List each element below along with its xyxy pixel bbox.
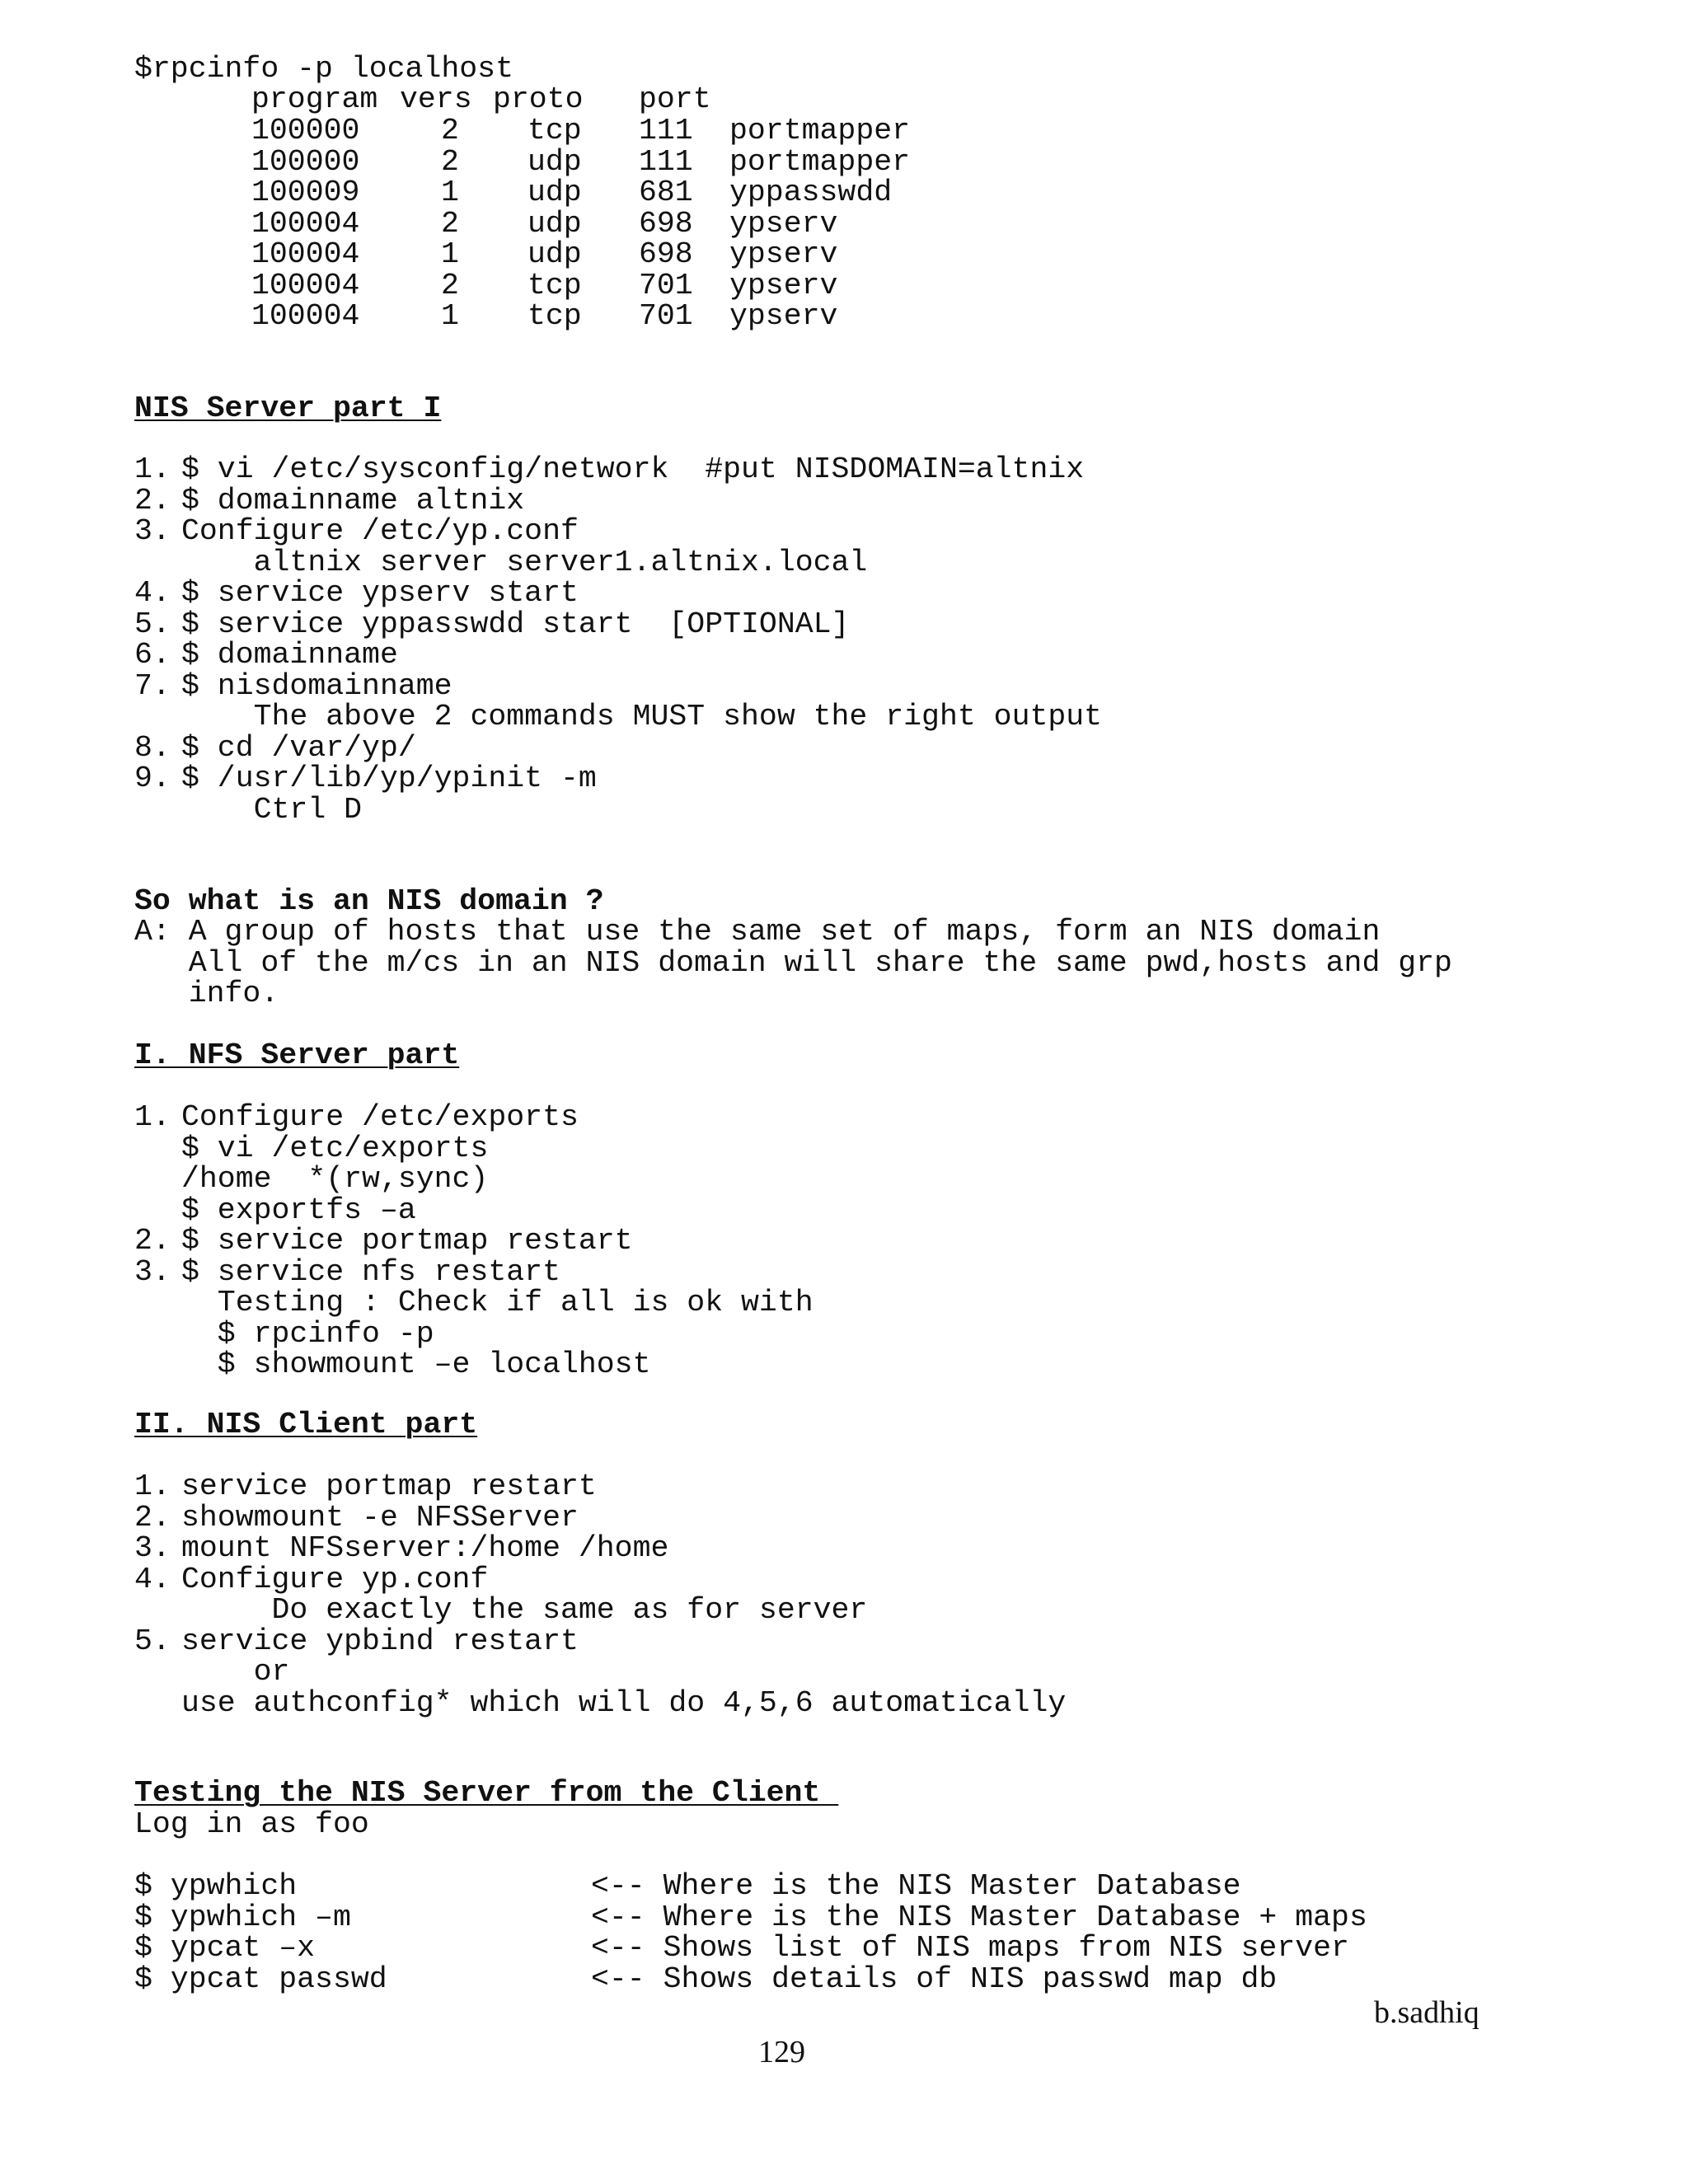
- step-text: $ showmount –e localhost: [181, 1347, 651, 1381]
- rpc-cell: tcp: [528, 114, 582, 148]
- list-item: [0, 1626, 1688, 1657]
- step-text: altnix server server1.altnix.local: [181, 545, 868, 579]
- step-number: 4.: [134, 576, 171, 610]
- list-item: [0, 1164, 1688, 1195]
- rpc-cell: 1: [441, 299, 459, 333]
- step-text: $ service ypserv start: [181, 576, 579, 610]
- list-item: [0, 701, 1688, 733]
- step-text: $ domainname altnix: [181, 483, 525, 518]
- nis-server-heading: NIS Server part I: [134, 391, 442, 425]
- answer-line: All of the m/cs in an NIS domain will share the same pwd,hosts and grp: [134, 945, 1452, 980]
- page-number: 129: [758, 2035, 805, 2069]
- list-item: [0, 609, 1688, 640]
- rpc-cell: yppasswdd: [729, 176, 893, 209]
- command-description: <-- Shows list of NIS maps from NIS server: [591, 1931, 1349, 1965]
- list-item: [0, 1316, 1688, 1351]
- list-item: [0, 1657, 1688, 1688]
- step-text: Ctrl D: [181, 792, 363, 827]
- step-text: $ rpcinfo -p: [181, 1316, 434, 1351]
- command-description: <-- Where is the NIS Master Database: [591, 1869, 1241, 1903]
- command-text: $ ypcat passwd: [134, 1961, 387, 1996]
- command-row: [0, 1871, 1688, 1902]
- list-item: [0, 485, 1688, 517]
- list-item: [0, 668, 1688, 703]
- rpc-cell: udp: [528, 176, 582, 209]
- step-number: 3.: [134, 1531, 171, 1565]
- step-text: $ service yppasswdd start [OPTIONAL]: [181, 607, 850, 641]
- list-item: [0, 794, 1688, 826]
- step-text: mount NFSserver:/home /home: [181, 1531, 669, 1565]
- command-description: <-- Shows details of NIS passwd map db: [591, 1961, 1278, 1996]
- rpc-cell: tcp: [528, 268, 582, 302]
- rpc-cell: portmapper: [729, 144, 911, 179]
- step-number: 8.: [134, 730, 171, 765]
- step-text: $ /usr/lib/yp/ypinit -m: [181, 762, 597, 795]
- rpc-cell: udp: [528, 144, 582, 179]
- rpc-cell: 100004: [251, 237, 360, 271]
- step-number: 6.: [134, 638, 171, 672]
- rpc-cell: 2: [441, 114, 459, 148]
- step-number: 5.: [134, 1624, 171, 1658]
- step-number: 9.: [134, 762, 171, 795]
- rpc-cell: tcp: [528, 299, 582, 333]
- step-text: $ vi /etc/sysconfig/network #put NISDOMAIN=altnix: [181, 452, 1085, 486]
- list-item: [0, 1102, 1688, 1133]
- step-text: Testing : Check if all is ok with: [181, 1286, 814, 1319]
- command-text: $ ypwhich: [134, 1869, 298, 1903]
- rpc-header-vers: vers: [400, 82, 472, 116]
- rpc-cell: 100004: [251, 299, 360, 333]
- author-signature: b.sadhiq: [1374, 1995, 1479, 2030]
- rpc-cell: 2: [441, 144, 459, 179]
- step-text: Do exactly the same as for server: [181, 1593, 868, 1627]
- step-text: $ vi /etc/exports: [181, 1131, 489, 1165]
- list-item: [0, 1254, 1688, 1289]
- rpc-cell: portmapper: [729, 114, 911, 148]
- step-text: $ nisdomainname: [181, 668, 452, 703]
- step-number: 3.: [134, 514, 171, 548]
- rpc-cell: 1: [441, 176, 459, 209]
- rpc-cell: 100000: [251, 144, 360, 179]
- step-number: 3.: [134, 1254, 171, 1289]
- rpc-cell: ypserv: [729, 237, 838, 271]
- rpc-header-port: port: [639, 82, 711, 116]
- command-row: [0, 1961, 1688, 1996]
- rpc-cell: 100004: [251, 206, 360, 241]
- list-item: [0, 1564, 1688, 1596]
- list-item: [0, 763, 1688, 794]
- list-item: [0, 1349, 1688, 1380]
- command-text: $ ypwhich –m: [134, 1900, 351, 1934]
- rpc-cell: 1: [441, 237, 459, 271]
- rpc-cell: udp: [528, 237, 582, 271]
- rpc-command: $rpcinfo -p localhost: [134, 52, 513, 86]
- rpc-cell: 2: [441, 268, 459, 302]
- step-text: The above 2 commands MUST show the right output: [181, 700, 1103, 733]
- step-text: $ cd /var/yp/: [181, 730, 416, 765]
- rpc-cell: 698: [639, 206, 693, 241]
- step-text: service portmap restart: [181, 1469, 597, 1503]
- rpc-cell: 111: [639, 114, 693, 148]
- step-text: or: [181, 1655, 290, 1689]
- step-text: use authconfig* which will do 4,5,6 automatically: [181, 1685, 1067, 1720]
- rpc-cell: udp: [528, 206, 582, 241]
- step-text: /home *(rw,sync): [181, 1162, 489, 1196]
- step-text: $ exportfs –a: [181, 1193, 416, 1227]
- command-description: <-- Where is the NIS Master Database + maps: [591, 1900, 1367, 1934]
- nis-domain-question: So what is an NIS domain ?: [134, 884, 604, 918]
- list-item: [0, 730, 1688, 765]
- step-number: 2.: [134, 1500, 171, 1535]
- testing-heading: Testing the NIS Server from the Client: [134, 1776, 839, 1810]
- answer-line: info.: [134, 977, 279, 1010]
- step-text: service ypbind restart: [181, 1624, 579, 1658]
- step-number: 1.: [134, 1100, 171, 1134]
- rpc-cell: 698: [639, 237, 693, 271]
- list-item: [0, 1502, 1688, 1534]
- step-text: $ service nfs restart: [181, 1254, 560, 1289]
- nis-client-heading: II. NIS Client part: [134, 1408, 478, 1441]
- nfs-server-heading: I. NFS Server part: [134, 1038, 460, 1072]
- rpc-cell: ypserv: [729, 268, 838, 302]
- step-number: 4.: [134, 1562, 171, 1596]
- rpc-cell: ypserv: [729, 299, 838, 333]
- step-number: 2.: [134, 1224, 171, 1258]
- list-item: [0, 516, 1688, 547]
- list-item: [0, 1287, 1688, 1319]
- step-number: 5.: [134, 607, 171, 641]
- testing-intro: Log in as foo: [134, 1807, 369, 1841]
- list-item: [0, 547, 1688, 579]
- step-text: Configure /etc/exports: [181, 1100, 579, 1134]
- answer-line: A: A group of hosts that use the same set of maps, form an NIS domain: [134, 915, 1381, 949]
- command-row: [0, 1902, 1688, 1933]
- rpc-cell: 701: [639, 299, 693, 333]
- rpc-header-program: program: [251, 82, 378, 116]
- rpc-cell: 111: [639, 144, 693, 179]
- step-number: 2.: [134, 483, 171, 518]
- list-item: [0, 1471, 1688, 1502]
- list-item: [0, 578, 1688, 609]
- list-item: [0, 1685, 1688, 1720]
- rpc-cell: 100009: [251, 176, 360, 209]
- step-text: Configure /etc/yp.conf: [181, 514, 579, 548]
- step-text: Configure yp.conf: [181, 1562, 489, 1596]
- list-item: [0, 1195, 1688, 1226]
- rpc-cell: 681: [639, 176, 693, 209]
- list-item: [0, 1226, 1688, 1257]
- rpc-cell: 701: [639, 268, 693, 302]
- rpc-cell: 2: [441, 206, 459, 241]
- command-text: $ ypcat –x: [134, 1931, 316, 1965]
- list-item: [0, 454, 1688, 485]
- step-text: $ domainname: [181, 638, 398, 672]
- list-item: [0, 640, 1688, 671]
- step-number: 7.: [134, 668, 171, 703]
- rpc-cell: 100000: [251, 114, 360, 148]
- command-row: [0, 1933, 1688, 1964]
- step-text: showmount -e NFSServer: [181, 1500, 579, 1535]
- step-number: 1.: [134, 1469, 171, 1503]
- rpc-cell: ypserv: [729, 206, 838, 241]
- step-text: $ service portmap restart: [181, 1224, 633, 1258]
- step-number: 1.: [134, 452, 171, 486]
- list-item: [0, 1133, 1688, 1165]
- rpc-header-proto: proto: [493, 82, 584, 116]
- list-item: [0, 1595, 1688, 1626]
- list-item: [0, 1533, 1688, 1564]
- rpc-cell: 100004: [251, 268, 360, 302]
